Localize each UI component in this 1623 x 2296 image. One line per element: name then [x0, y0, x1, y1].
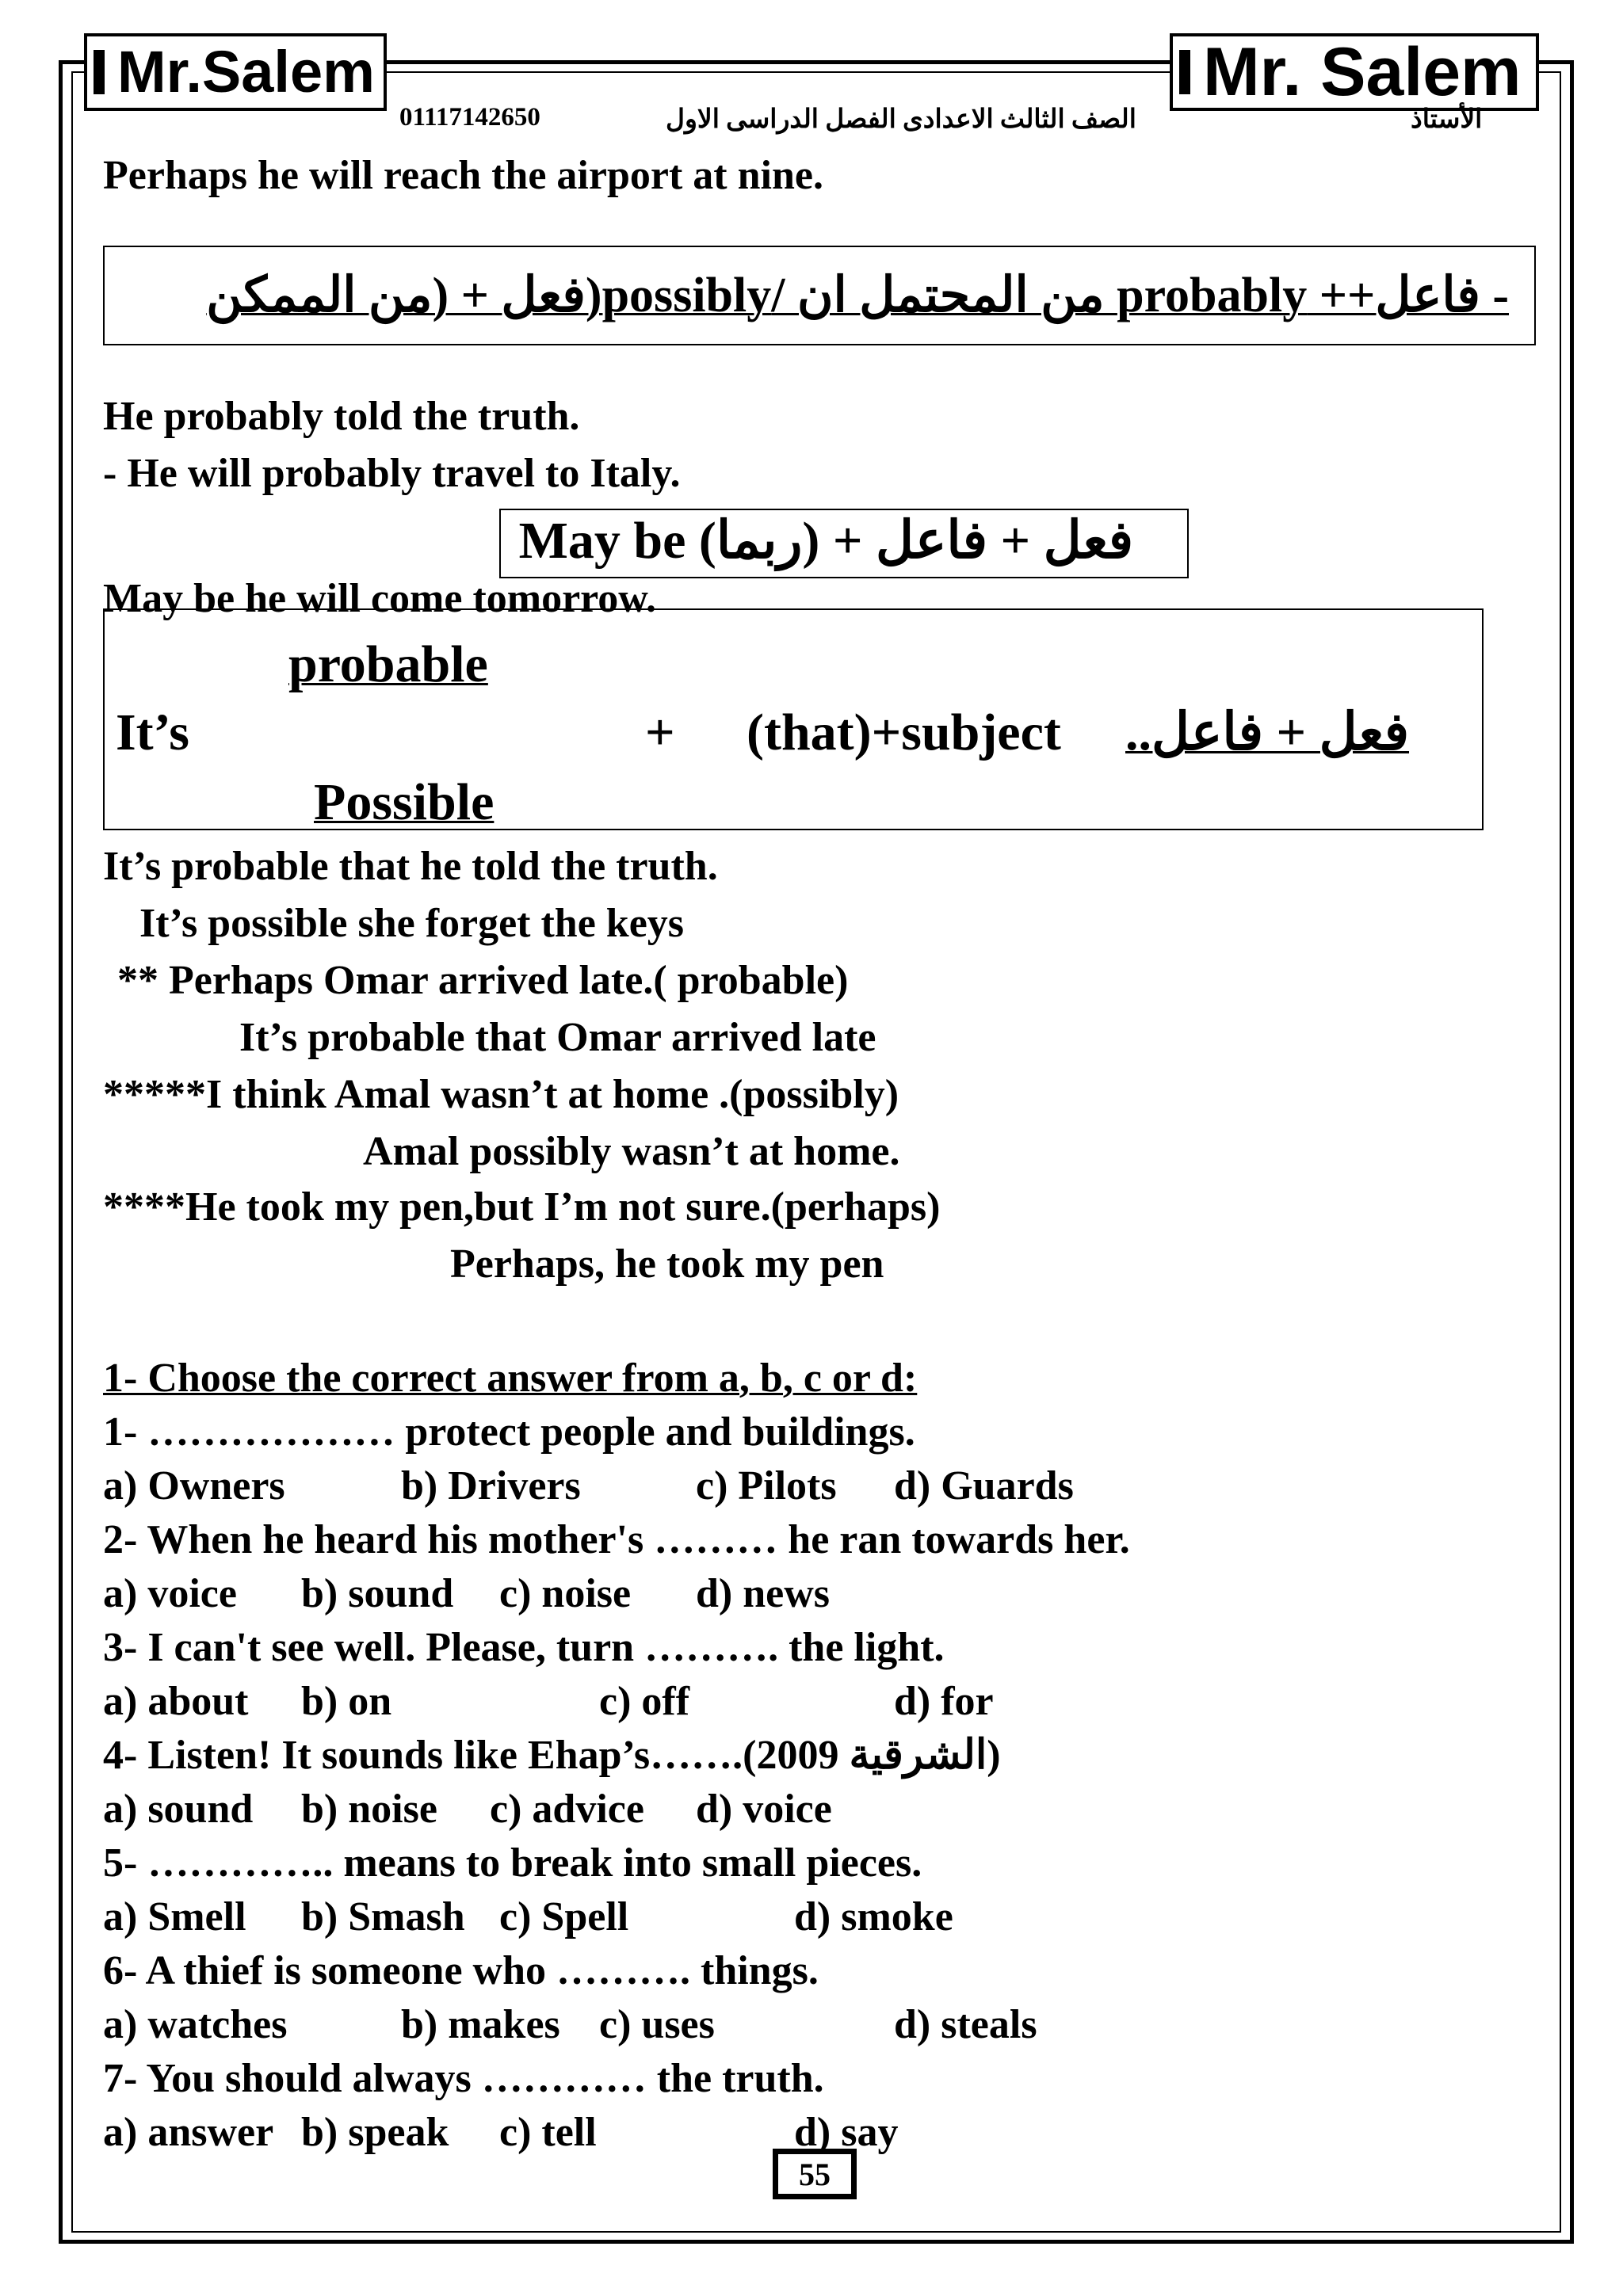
option-b: b) makes — [401, 2002, 560, 2047]
example-line: ****He took my pen,but I’m not sure.(perhaps) — [103, 1184, 941, 1230]
question: 2- When he heard his mother's ……… he ran towards her. — [103, 1517, 1130, 1562]
question: 6- A thief is someone who ………. things. — [103, 1948, 819, 1993]
option-b: b) speak — [301, 2110, 449, 2155]
option-c: c) Spell — [499, 1894, 629, 1939]
phone-number: 01117142650 — [399, 103, 540, 132]
example-line: It’s possible she forget the keys — [139, 901, 685, 946]
example-line: May be he will come tomorrow. — [103, 576, 656, 621]
rule-probably: - فاعل++ probably من المحتمل ان /possibly(فعل + (من الممكن — [206, 269, 1509, 322]
option-c: c) advice — [490, 1787, 644, 1832]
example-line: ** Perhaps Omar arrived late.( probable) — [117, 958, 849, 1003]
option-b: b) noise — [301, 1787, 437, 1832]
option-a: a) about — [103, 1679, 249, 1724]
example-line: It’s probable that Omar arrived late — [239, 1015, 876, 1060]
option-b: b) sound — [301, 1571, 454, 1616]
option-d: d) Guards — [894, 1463, 1074, 1508]
rule-that-subject: (that)+subject — [747, 704, 1061, 761]
option-d: d) news — [696, 1571, 831, 1616]
rule-possible: Possible — [314, 773, 495, 831]
rule-probable: probable — [288, 635, 488, 693]
grade-term: الصف الثالث الاعدادى الفصل الدراسى الاول — [666, 105, 1136, 134]
option-a: a) voice — [103, 1571, 237, 1616]
option-c: c) Pilots — [696, 1463, 837, 1508]
option-c: c) uses — [599, 2002, 715, 2047]
rule-maybe: May be (فعل + فاعل + (ربما — [518, 512, 1133, 570]
rule-plus: + — [645, 704, 675, 761]
exercise-heading: 1- Choose the correct answer from a, b, c or d: — [103, 1356, 918, 1401]
example-line: Perhaps, he took my pen — [450, 1241, 884, 1287]
teacher-title: الأستاذ — [1411, 105, 1483, 134]
question: 5- ………….. means to break into small pieces. — [103, 1840, 922, 1886]
option-a: a) Owners — [103, 1463, 285, 1508]
question: 3- I can't see well. Please, turn ………. the light. — [103, 1625, 945, 1670]
question: 4- Listen! It sounds like Ehap’s…….(2009 الشرقية) — [103, 1733, 1001, 1778]
option-a: a) sound — [103, 1787, 254, 1832]
logo-left-text: Mr.Salem — [117, 39, 375, 105]
example-line: Perhaps he will reach the airport at nine. — [103, 153, 823, 198]
option-c: c) tell — [499, 2110, 597, 2155]
example-line: - He will probably travel to Italy. — [103, 451, 681, 496]
option-d: d) say — [794, 2110, 899, 2155]
option-d: d) smoke — [794, 1894, 953, 1939]
page-number: 55 — [773, 2149, 857, 2199]
example-line: *****I think Amal wasn’t at home .(possibly) — [103, 1072, 899, 1117]
option-a: a) watches — [103, 2002, 288, 2047]
option-b: b) Drivers — [401, 1463, 581, 1508]
example-line: He probably told the truth. — [103, 394, 580, 439]
option-a: a) answer — [103, 2110, 274, 2155]
logo-left — [84, 33, 387, 111]
rule-its: It’s — [116, 704, 189, 761]
logo-bar-icon — [94, 50, 105, 94]
option-b: b) Smash — [301, 1894, 465, 1939]
question: 1- ……………… protect people and buildings. — [103, 1409, 915, 1455]
option-a: a) Smell — [103, 1894, 246, 1939]
option-d: d) for — [894, 1679, 994, 1724]
option-d: d) steals — [894, 2002, 1037, 2047]
question: 7- You should always ………… the truth. — [103, 2056, 824, 2101]
option-c: c) off — [599, 1679, 690, 1724]
example-line: Amal possibly wasn’t at home. — [363, 1129, 900, 1174]
option-c: c) noise — [499, 1571, 632, 1616]
option-d: d) voice — [696, 1787, 832, 1832]
example-line: It’s probable that he told the truth. — [103, 844, 718, 889]
logo-right-text: Mr. Salem — [1203, 34, 1522, 110]
logo-bar-icon — [1179, 50, 1190, 94]
logo-right — [1170, 33, 1539, 111]
option-b: b) on — [301, 1679, 392, 1724]
rule-arabic: فعل + فاعل.. — [1125, 704, 1410, 761]
